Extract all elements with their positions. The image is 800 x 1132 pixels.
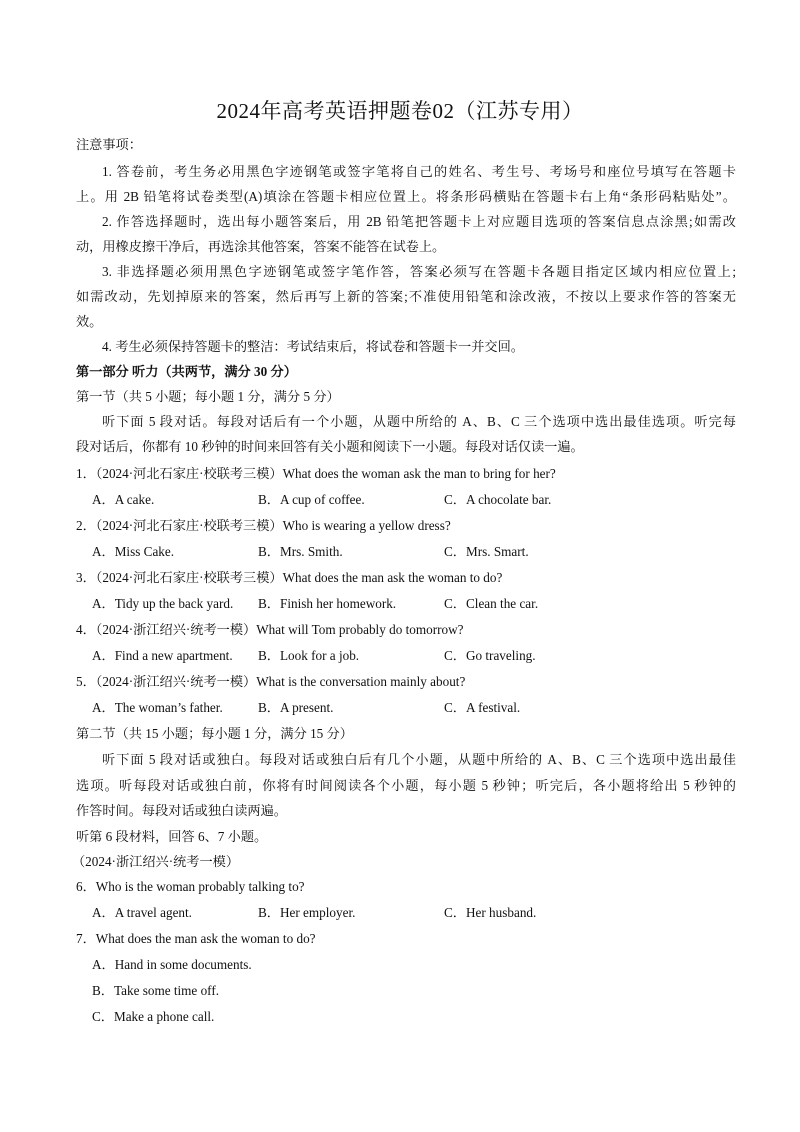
section1-heading: 第一节（共 5 小题；每小题 1 分，满分 5 分） xyxy=(76,389,340,404)
part1-heading: 第一部分 听力（共两节，满分 30 分） xyxy=(76,364,297,379)
section1-instructions-line-1: 听下面 5 段对话。每段对话后有一个小题，从题中所给的 A、B、C 三个选项中选出最佳选项。听完每 xyxy=(102,414,736,429)
question-7-stem: 7．What does the man ask the woman to do? xyxy=(76,931,316,946)
question-5-option-b: B．A present. xyxy=(258,700,334,715)
question-2-stem: 2．（2024·河北石家庄·校联考三模）Who is wearing a yellow dress? xyxy=(76,518,451,533)
notice-item-2-line-1: 2. 作答选择题时，选出每小题答案后，用 2B 铅笔把答题卡上对应题目选项的答案信息点涂黑;如需改 xyxy=(102,214,736,229)
notice-item-2-line-2: 动，用橡皮擦干净后，再选涂其他答案，答案不能答在试卷上。 xyxy=(76,239,446,254)
question-1-stem: 1．（2024·河北石家庄·校联考三模）What does the woman ask the man to bring for her? xyxy=(76,466,556,481)
page-title: 2024年高考英语押题卷02（江苏专用） xyxy=(216,99,584,123)
question-1-option-c: C．A chocolate bar. xyxy=(444,492,552,507)
material-6-heading: 听第 6 段材料，回答 6、7 小题。 xyxy=(76,829,268,844)
question-6-option-b: B．Her employer. xyxy=(258,905,356,920)
notice-item-1-line-1: 1. 答卷前，考生务必用黑色字迹钢笔或签字笔将自己的姓名、考生号、考场号和座位号填写在答题卡 xyxy=(102,164,736,179)
notice-item-4: 4. 考生必须保持答题卡的整洁：考试结束后，将试卷和答题卡一并交回。 xyxy=(102,339,524,354)
notice-heading: 注意事项： xyxy=(76,137,142,152)
question-4-stem: 4．（2024·浙江绍兴·统考一模）What will Tom probably do tomorrow? xyxy=(76,622,464,637)
question-4-option-a: A．Find a new apartment. xyxy=(92,648,233,663)
section2-instructions-line-1: 听下面 5 段对话或独白。每段对话或独白后有几个小题，从题中所给的 A、B、C 三个选项中选出最佳 xyxy=(102,752,736,767)
question-6-stem: 6．Who is the woman probably talking to? xyxy=(76,879,305,894)
question-5-option-a: A．The woman’s father. xyxy=(92,700,223,715)
question-1-option-b: B．A cup of coffee. xyxy=(258,492,365,507)
question-6-option-a: A．A travel agent. xyxy=(92,905,192,920)
question-1-option-a: A．A cake. xyxy=(92,492,155,507)
notice-item-3-line-3: 效。 xyxy=(76,314,103,329)
section1-instructions-line-2: 段对话后，你都有 10 秒钟的时间来回答有关小题和阅读下一小题。每段对话仅读一遍。 xyxy=(76,439,584,454)
question-4-option-c: C．Go traveling. xyxy=(444,648,536,663)
question-4-option-b: B．Look for a job. xyxy=(258,648,360,663)
question-5-option-c: C．A festival. xyxy=(444,700,521,715)
notice-item-1-line-2: 上。用 2B 铅笔将试卷类型(A)填涂在答题卡相应位置上。将条形码横贴在答题卡右上角“条形码粘贴处”。 xyxy=(76,189,736,204)
question-3-option-a: A．Tidy up the back yard. xyxy=(92,596,234,611)
question-5-stem: 5．（2024·浙江绍兴·统考一模）What is the conversation mainly about? xyxy=(76,674,466,689)
section2-heading: 第二节（共 15 小题；每小题 1 分，满分 15 分） xyxy=(76,726,353,741)
question-7-option-b: B．Take some time off. xyxy=(92,983,220,998)
question-2-option-b: B．Mrs. Smith. xyxy=(258,544,343,559)
section2-instructions-line-2: 选项。听每段对话或独白前，你将有时间阅读各个小题，每小题 5 秒钟；听完后，各小题将给出 5 秒钟的 xyxy=(76,778,736,793)
section2-instructions-line-3: 作答时间。每段对话或独白读两遍。 xyxy=(76,803,287,818)
question-2-option-a: A．Miss Cake. xyxy=(92,544,175,559)
question-3-stem: 3．（2024·河北石家庄·校联考三模）What does the man ask the woman to do? xyxy=(76,570,503,585)
question-6-option-c: C．Her husband. xyxy=(444,905,537,920)
question-7-option-c: C．Make a phone call. xyxy=(92,1009,215,1024)
question-7-option-a: A．Hand in some documents. xyxy=(92,957,252,972)
question-2-option-c: C．Mrs. Smart. xyxy=(444,544,529,559)
material-6-source: （2024·浙江绍兴·统考一模） xyxy=(72,854,240,869)
question-3-option-b: B．Finish her homework. xyxy=(258,596,397,611)
question-3-option-c: C．Clean the car. xyxy=(444,596,539,611)
notice-item-3-line-2: 如需改动，先划掉原来的答案，然后再写上新的答案;不准使用铅笔和涂改液，不按以上要求作答的答案无 xyxy=(76,289,736,304)
notice-item-3-line-1: 3. 非选择题必须用黑色字迹钢笔或签字笔作答，答案必须写在答题卡各题目指定区域内相应位置上; xyxy=(102,264,736,279)
